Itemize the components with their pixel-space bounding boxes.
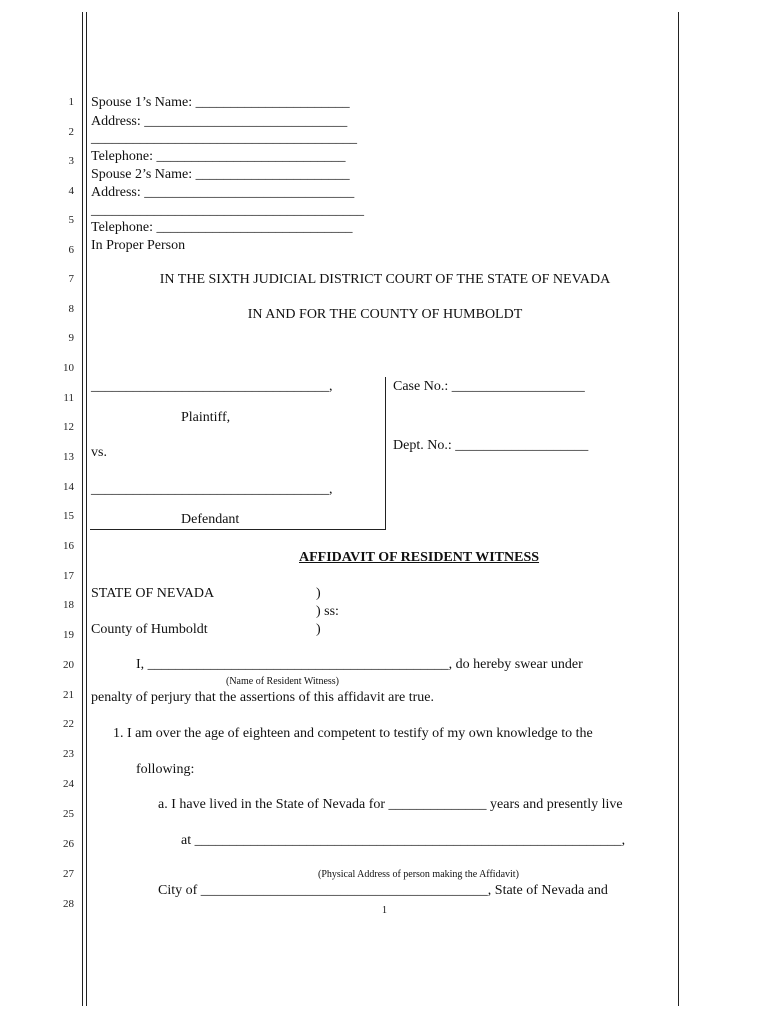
- witness-name-line[interactable]: I, ___________________________________________, do hereby swear under: [136, 657, 583, 672]
- line-number: 16: [63, 540, 74, 552]
- spouse1-name-field[interactable]: Spouse 1’s Name: ______________________: [91, 95, 350, 110]
- line-number: 23: [63, 748, 74, 760]
- line-number: 25: [63, 808, 74, 820]
- caption-bottom-rule: [90, 529, 386, 530]
- right-margin-rule: [678, 12, 679, 1006]
- line-number: 5: [68, 214, 74, 226]
- left-margin-rule-inner: [86, 12, 87, 1006]
- line-number: 14: [63, 481, 74, 493]
- city-field[interactable]: City of _________________________________________, State of Nevada and: [158, 883, 608, 898]
- spouse2-address-field[interactable]: Address: ______________________________: [91, 185, 355, 200]
- line-number: 3: [68, 155, 74, 167]
- item-a-residency-years[interactable]: a. I have lived in the State of Nevada for ______________ years and presently live: [158, 797, 623, 812]
- spouse1-telephone-field[interactable]: Telephone: ___________________________: [91, 149, 346, 164]
- caption-divider: [385, 377, 386, 530]
- spouse2-telephone-field[interactable]: Telephone: ____________________________: [91, 220, 353, 235]
- line-number: 17: [63, 570, 74, 582]
- line-number: 21: [63, 689, 74, 701]
- page-number: 1: [382, 905, 387, 916]
- line-number: 19: [63, 629, 74, 641]
- document-title: AFFIDAVIT OF RESIDENT WITNESS: [299, 550, 540, 565]
- line-number: 20: [63, 659, 74, 671]
- line-number: 12: [63, 421, 74, 433]
- venue-ss: ) ss:: [316, 604, 339, 619]
- line-number: 10: [63, 362, 74, 374]
- left-margin-rule-outer: [82, 12, 83, 1006]
- item-1-text: 1. I am over the age of eighteen and competent to testify of my own knowledge to the: [113, 726, 593, 741]
- defendant-name-field[interactable]: __________________________________,: [91, 482, 333, 497]
- line-number: 28: [63, 898, 74, 910]
- court-heading: IN THE SIXTH JUDICIAL DISTRICT COURT OF THE STATE OF NEVADA: [159, 272, 611, 287]
- line-number: 7: [68, 273, 74, 285]
- line-number: 8: [68, 303, 74, 315]
- venue-state: STATE OF NEVADA: [91, 586, 215, 601]
- plaintiff-label: Plaintiff,: [181, 410, 231, 425]
- address-caption: (Physical Address of person making the Affidavit): [318, 869, 519, 880]
- line-number: 13: [63, 451, 74, 463]
- line-number: 2: [68, 126, 74, 138]
- line-number: 24: [63, 778, 74, 790]
- line-number: 27: [63, 868, 74, 880]
- spouse1-address-continued[interactable]: ______________________________________: [91, 131, 357, 146]
- line-number: 4: [68, 185, 74, 197]
- spouse2-address-continued[interactable]: _______________________________________: [91, 203, 364, 218]
- line-number: 18: [63, 599, 74, 611]
- line-number: 9: [68, 332, 74, 344]
- county-heading: IN AND FOR THE COUNTY OF HUMBOLDT: [247, 307, 523, 322]
- line-number: 26: [63, 838, 74, 850]
- item-a-address-field[interactable]: at _____________________________________________________________,: [181, 833, 626, 848]
- in-proper-person-label: In Proper Person: [91, 238, 186, 253]
- venue-paren-3: ): [316, 622, 321, 637]
- line-number: 1: [68, 96, 74, 108]
- venue-paren-1: ): [316, 586, 321, 601]
- line-number: 15: [63, 510, 74, 522]
- versus-label: vs.: [91, 445, 107, 460]
- plaintiff-name-field[interactable]: __________________________________,: [91, 379, 333, 394]
- item-1-continued: following:: [136, 762, 195, 777]
- witness-name-caption: (Name of Resident Witness): [226, 676, 339, 687]
- line-number: 22: [63, 718, 74, 730]
- department-number-field[interactable]: Dept. No.: ___________________: [393, 438, 589, 453]
- penalty-statement: penalty of perjury that the assertions of this affidavit are true.: [91, 690, 435, 705]
- venue-county: County of Humboldt: [91, 622, 208, 637]
- defendant-label: Defendant: [181, 512, 240, 527]
- case-number-field[interactable]: Case No.: ___________________: [393, 379, 585, 394]
- spouse2-name-field[interactable]: Spouse 2’s Name: ______________________: [91, 167, 350, 182]
- line-number: 6: [68, 244, 74, 256]
- spouse1-address-field[interactable]: Address: _____________________________: [91, 114, 348, 129]
- line-number: 11: [63, 392, 74, 404]
